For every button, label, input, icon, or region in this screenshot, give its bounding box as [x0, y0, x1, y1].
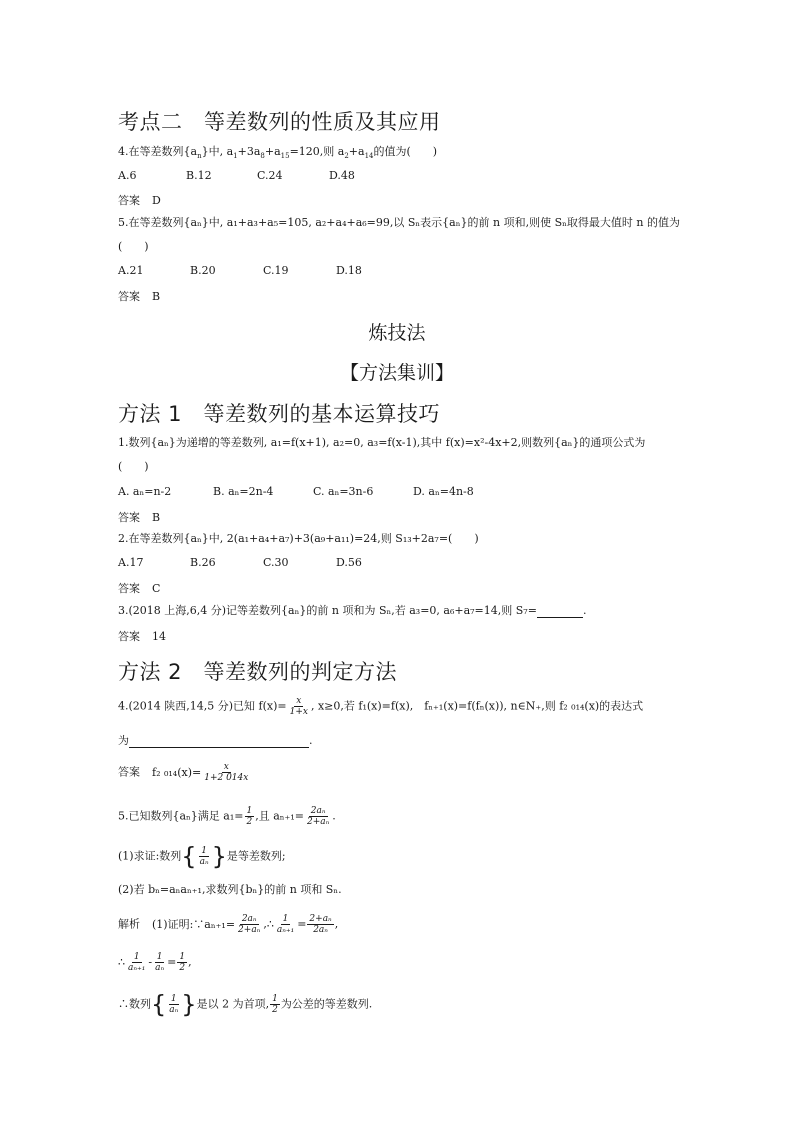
- fraction: $\frac{\text{2aₙ}}{\text{2+aₙ}}$: [306, 806, 330, 827]
- option-d: D.18: [336, 264, 362, 277]
- question-5-part-2: (2)若 bₙ=aₙaₙ₊₁,求数列{bₙ}的前 n 项和 Sₙ.: [118, 883, 342, 896]
- question-5: 5.已知数列{aₙ}满足 a₁= $\frac{1}{2}$ ,且 aₙ₊₁= $\frac{\text{2aₙ}}{\text{2+aₙ}}$ .: [118, 806, 336, 827]
- question-3: 3.(2018 上海,6,4 分)记等差数列{aₙ}的前 n 项和为 Sₙ,若 a₃=0, a₆+a₇=14,则 S₇= .: [118, 604, 587, 617]
- answer-row: 答案 D: [118, 194, 161, 207]
- fraction: $\frac{1}{\text{aₙ}}$: [199, 846, 209, 867]
- fraction: $\frac{x}{1+2 014x}$: [204, 762, 249, 783]
- solution-line-2: ∴ $\frac{1}{\text{aₙ₊₁}}$ - $\frac{1}{\text{aₙ}}$ = $\frac{1}{2}$ ,: [118, 952, 192, 973]
- fraction: $\frac{1}{2}$: [179, 952, 186, 973]
- option-d: D. aₙ=4n-8: [413, 485, 474, 498]
- fraction: $\frac{1}{\text{aₙ₊₁}}$: [128, 952, 146, 973]
- option-b: B. aₙ=2n-4: [213, 485, 274, 498]
- left-brace: {: [181, 842, 197, 871]
- option-a: A.6: [118, 169, 137, 182]
- option-c: C.19: [263, 264, 289, 277]
- question-5-part-1: (1)求证:数列{ $\frac{1}{\text{aₙ}}$ }是等差数列;: [118, 842, 286, 871]
- question-2: 2.在等差数列{aₙ}中, 2(a₁+a₄+a₇)+3(a₉+a₁₁)=24,则 S₁₃+2a₇=( ): [118, 532, 479, 545]
- question-4: 4.在等差数列$\{a_n\}$中, $a_1+3a_8+a_{15}=120$,则 $a_2+a_{14}$的值为( ): [118, 145, 438, 161]
- option-b: B.20: [190, 264, 216, 277]
- question-1-paren: ( ): [118, 460, 149, 473]
- method-heading: 方法 2 等差数列的判定方法: [118, 660, 398, 684]
- option-c: C.30: [263, 556, 289, 569]
- question-4: 4.(2014 陕西,14,5 分)已知 f(x)= $\frac{x}{1+x}$ , x≥0,若 f₁(x)=f(x), fₙ₊₁(x)=f(fₙ(x)), n∈N₊,则 f₂ ₀₁₄(x)的表达式: [118, 696, 644, 717]
- option-a: A. aₙ=n-2: [118, 485, 172, 498]
- solution-line-3: ∴数列{ $\frac{1}{\text{aₙ}}$ }是以 2 为首项, $\frac{1}{2}$ 为公差的等差数列.: [118, 990, 373, 1019]
- answer-row: 答案 f₂ ₀₁₄(x)= $\frac{x}{1+2 014x}$: [118, 762, 249, 783]
- option-b: B.12: [186, 169, 212, 182]
- answer-row: 答案 14: [118, 630, 166, 643]
- fraction: $\frac{1}{\text{aₙ}}$: [155, 952, 165, 973]
- section-heading-center: 炼技法: [368, 322, 426, 344]
- section-heading: 考点二 等差数列的性质及其应用: [118, 110, 441, 134]
- option-b: B.26: [190, 556, 216, 569]
- option-a: A.21: [118, 264, 144, 277]
- answer-row: 答案 B: [118, 511, 161, 524]
- fraction: $\frac{1}{2}$: [272, 994, 278, 1015]
- method-heading: 方法 1 等差数列的基本运算技巧: [118, 402, 441, 426]
- option-d: D.48: [329, 169, 355, 182]
- fraction: $\frac{\text{2aₙ}}{\text{2+aₙ}}$: [238, 914, 261, 935]
- option-c: C. aₙ=3n-6: [313, 485, 374, 498]
- right-brace: }: [211, 842, 227, 871]
- left-brace: {: [151, 990, 167, 1019]
- fraction: $\frac{1}{\text{aₙ}}$: [169, 994, 179, 1015]
- question-5: 5.在等差数列{aₙ}中, a₁+a₃+a₅=105, a₂+a₄+a₆=99,以 Sₙ表示{aₙ}的前 n 项和,则使 Sₙ取得最大值时 n 的值为: [118, 216, 680, 229]
- right-brace: }: [181, 990, 197, 1019]
- answer-row: 答案 B: [118, 290, 161, 303]
- question-1: 1.数列{aₙ}为递增的等差数列, a₁=f(x+1), a₂=0, a₃=f(x-1),其中 f(x)=x²-4x+2,则数列{aₙ}的通项公式为: [118, 436, 646, 449]
- question-4-blank-line: 为 .: [118, 734, 313, 747]
- fraction: $\frac{1}{2}$: [246, 806, 253, 827]
- solution-line-1: 解析 (1)证明:∵aₙ₊₁= $\frac{\text{2aₙ}}{\text{2+aₙ}}$ ,∴ $\frac{1}{\text{aₙ₊₁}}$ = $\frac{\text{2+aₙ}}{\text{2aₙ}}$ ,: [118, 914, 339, 935]
- answer-row: 答案 C: [118, 582, 161, 595]
- question-5-paren: ( ): [118, 240, 149, 253]
- option-d: D.56: [336, 556, 362, 569]
- answer-blank: [129, 747, 309, 748]
- option-a: A.17: [118, 556, 144, 569]
- fraction: $\frac{\text{2+aₙ}}{\text{2aₙ}}$: [309, 914, 332, 935]
- section-heading-center: 【方法集训】: [339, 362, 454, 384]
- fraction: $\frac{x}{1+x}$: [289, 696, 308, 717]
- answer-blank: [537, 617, 583, 618]
- fraction: $\frac{1}{\text{aₙ₊₁}}$: [276, 914, 295, 935]
- option-c: C.24: [257, 169, 283, 182]
